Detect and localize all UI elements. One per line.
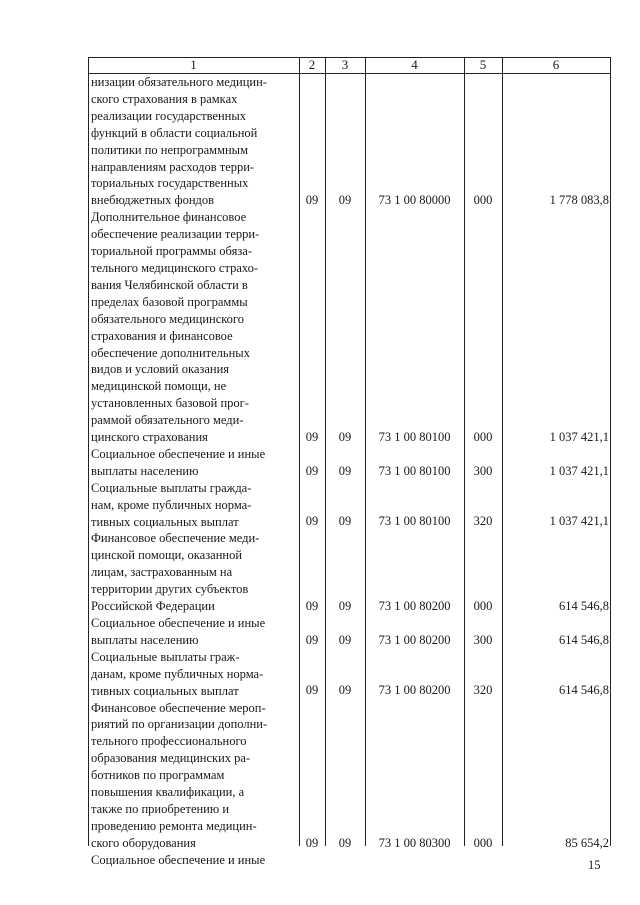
row-description-line: риятий по организации дополни- (91, 717, 268, 732)
description-column (91, 74, 297, 869)
column-divider (502, 57, 503, 846)
amount: 1 037 421,1 (549, 514, 609, 529)
row-description-line: вания Челябинской области в (91, 277, 248, 292)
table-border-left (88, 57, 89, 846)
row-description-line: ботников по программам (91, 768, 225, 783)
expense-type-code: 000 (473, 193, 493, 208)
row-description-line: тивных социальных выплат (91, 683, 239, 698)
row-description-line: ториальных государственных (91, 176, 249, 191)
amount: 1 037 421,1 (549, 463, 609, 478)
row-description-line: видов и условий оказания (91, 362, 230, 377)
target-article-code: 73 1 00 80200 (378, 632, 451, 647)
expense-type-code: 000 (473, 429, 493, 444)
amount: 85 654,2 (565, 835, 609, 850)
row-description-line: данам, кроме публичных норма- (91, 666, 264, 681)
row-description-line: ского страхования в рамках (91, 91, 238, 106)
row-description-line: территории других субъектов (91, 582, 249, 597)
row-description-line: раммой обязательного меди- (91, 413, 244, 428)
column-divider (464, 57, 465, 846)
target-article-code: 73 1 00 80100 (378, 514, 451, 529)
column-header-2: 2 (308, 57, 316, 72)
expense-type-code: 320 (473, 683, 493, 698)
page-number: 15 (588, 858, 601, 872)
row-description-line: установленных базовой прог- (91, 396, 249, 411)
row-description-line: Дополнительное финансовое (91, 210, 247, 225)
row-description-line: выплаты населению (91, 632, 199, 647)
row-description-line: нам, кроме публичных норма- (91, 497, 252, 512)
row-description-line: тивных социальных выплат (91, 514, 239, 529)
target-article-code: 73 1 00 80300 (378, 835, 451, 850)
target-article-code: 73 1 00 80200 (378, 598, 451, 613)
expense-type-code: 300 (473, 632, 493, 647)
row-description-line: проведению ремонта медицин- (91, 818, 257, 833)
target-article-code: 73 1 00 80200 (378, 683, 451, 698)
section-code: 09 (305, 429, 319, 444)
expense-type-code: 000 (473, 835, 493, 850)
row-description-line: Российской Федерации (91, 599, 215, 614)
target-article-code: 73 1 00 80100 (378, 429, 451, 444)
section-code: 09 (305, 514, 319, 529)
row-description-line: ского оборудования (91, 835, 196, 850)
row-description-line: лицам, застрахованным на (91, 565, 233, 580)
row-description-line: образования медицинских ра- (91, 751, 251, 766)
amount: 614 546,8 (559, 598, 609, 613)
subsection-code: 09 (338, 193, 352, 208)
row-description-line: Социальные выплаты граж- (91, 649, 240, 664)
row-description-line: функций в области социальной (91, 125, 258, 140)
expense-type-code: 300 (473, 463, 493, 478)
column-header-6: 6 (552, 57, 560, 72)
row-description-line: обеспечение реализации терри- (91, 227, 260, 242)
column-header-3: 3 (341, 57, 349, 72)
row-description-line: Финансовое обеспечение мероп- (91, 700, 266, 715)
column-header-4: 4 (411, 57, 418, 72)
row-description-line: цинской помощи, оказанной (91, 548, 243, 563)
row-description-line: политики по непрограммным (91, 142, 248, 157)
row-description-line: выплаты населению (91, 463, 199, 478)
table-border-right (610, 57, 611, 846)
target-article-code: 73 1 00 80100 (378, 463, 451, 478)
subsection-code: 09 (338, 463, 352, 478)
row-description-line: Социальное обеспечение и иные (91, 616, 266, 630)
row-description-line: пределах базовой программы (91, 294, 248, 309)
subsection-code: 09 (338, 632, 352, 647)
row-description-line: обязательного медицинского (91, 311, 245, 326)
row-description-line: медицинской помощи, не (91, 379, 227, 394)
row-description-line: повышения квалификации, а (91, 785, 245, 800)
column-divider (365, 57, 366, 846)
section-code: 09 (305, 193, 319, 208)
row-description-line: Социальное обеспечение и иные (91, 852, 266, 867)
expense-type-code: 000 (473, 598, 493, 613)
row-description-line: низации обязательного медицин- (91, 75, 267, 89)
expense-type-code: 320 (473, 514, 493, 529)
amount: 1 037 421,1 (549, 429, 609, 444)
subsection-code: 09 (338, 683, 352, 698)
row-description-line: Социальное обеспечение и иные (91, 446, 266, 461)
section-code: 09 (305, 632, 319, 647)
section-code: 09 (305, 463, 319, 478)
subsection-code: 09 (338, 429, 352, 444)
row-description-line: направлениям расходов терри- (91, 159, 255, 174)
row-description-line: обеспечение дополнительных (91, 345, 250, 360)
row-description-line: также по приобретению и (91, 801, 230, 816)
row-description-line: Финансовое обеспечение меди- (91, 531, 260, 546)
row-description-line: цинского страхования (91, 430, 208, 445)
row-description-line: внебюджетных фондов (91, 193, 215, 208)
section-code: 09 (305, 598, 319, 613)
column-header-1: 1 (190, 57, 197, 72)
amount: 614 546,8 (559, 683, 609, 698)
row-description-line: тельного профессионального (91, 734, 247, 749)
section-code: 09 (305, 683, 319, 698)
column-header-5: 5 (479, 57, 487, 72)
subsection-code: 09 (338, 514, 352, 529)
row-description-line: реализации государственных (91, 108, 247, 123)
target-article-code: 73 1 00 80000 (378, 193, 451, 208)
row-description-line: ториальной программы обяза- (91, 244, 252, 259)
column-divider (299, 57, 300, 846)
amount: 1 778 083,8 (549, 193, 609, 208)
row-description-line: страхования и финансовое (91, 328, 233, 343)
section-code: 09 (305, 835, 319, 850)
row-description-line: Социальные выплаты гражда- (91, 480, 252, 495)
subsection-code: 09 (338, 598, 352, 613)
subsection-code: 09 (338, 835, 352, 850)
row-description-line: тельного медицинского страхо- (91, 260, 259, 275)
amount: 614 546,8 (559, 632, 609, 647)
column-divider (325, 57, 326, 846)
